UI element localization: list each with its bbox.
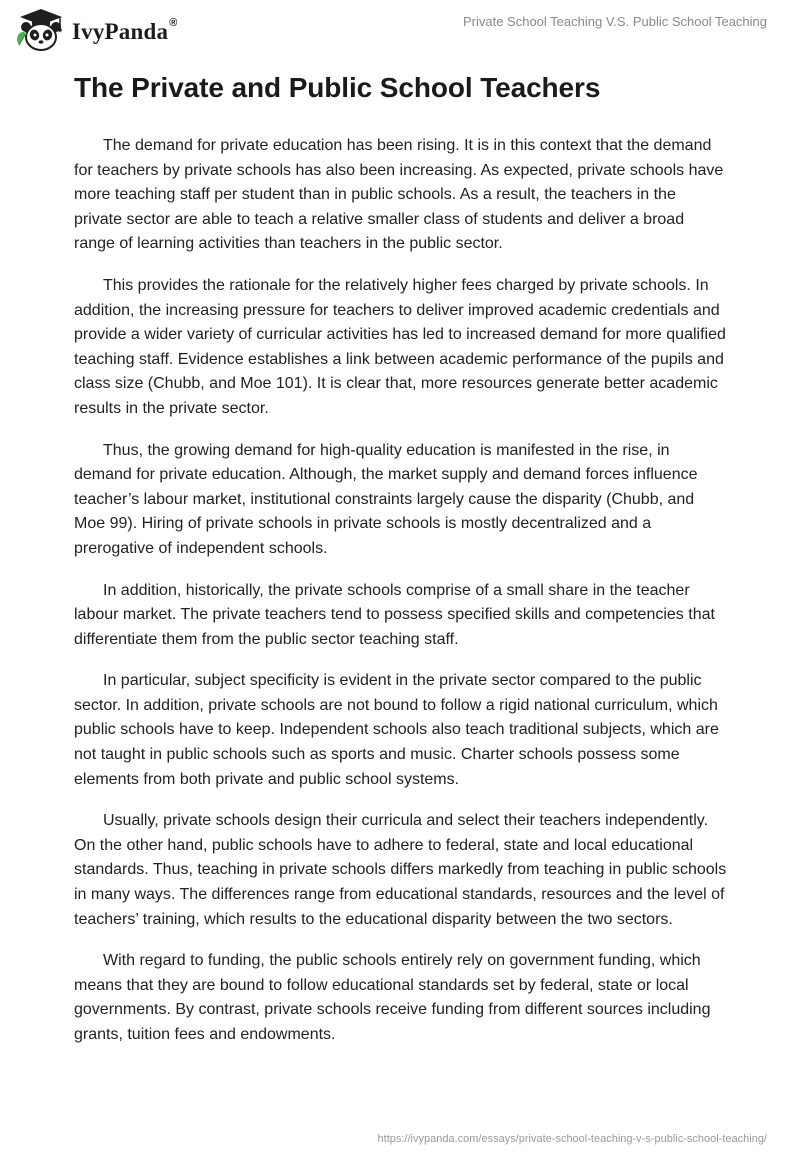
registered-mark: ® (169, 17, 178, 30)
paragraph: The demand for private education has been rising. It is in this context that the demand for teachers by private schools has also been increasing. As expected, private schools have more teaching staff per student than in public schools. As a result, the teachers in the private sector are able to teach a relative smaller class of students and deliver a broad range of learning activities than teachers in the public sector. (74, 137, 724, 253)
paragraph: With regard to funding, the public schools entirely rely on government funding, which means that they are bound to follow educational standards set by federal, state or local governments. By contrast, private schools receive funding from different sources including grants, tuition fees and endowments. (74, 952, 711, 1043)
paragraph: In addition, historically, the private schools comprise of a small share in the teacher labour market. The private teachers tend to possess specified skills and competencies that differentiate them from the public sector teaching staff. (74, 581, 715, 648)
logo-wordmark: IvyPanda® (72, 17, 178, 44)
ivypanda-logo[interactable] (14, 8, 178, 54)
page-title: The Private and Public School Teachers (74, 72, 601, 103)
page-header (0, 0, 800, 60)
paragraph: Usually, private schools design their curricula and select their teachers independently. On the other hand, public schools have to adhere to federal, state and local educational standards. Thus, teaching in private schools differs markedly from teaching in public schools in many ways. The differences range from educational standards, resources and the level of teachers’ training, which results to the educational disparity between the two sectors. (74, 812, 727, 928)
panda-graduate-logo-icon (14, 8, 68, 54)
article-body (74, 134, 728, 1065)
source-url[interactable]: https://ivypanda.com/essays/private-school-teaching-v-s-public-school-teaching/ (377, 1133, 767, 1145)
document-title-header: Private School Teaching V.S. Public School Teaching (462, 14, 767, 29)
paragraph: This provides the rationale for the relatively higher fees charged by private schools. In addition, the increasing pressure for teachers to deliver improved academic credentials and provide a wider variety of curricular activities has led to increased demand for more qualified teaching staff. Evidence establishes a link between academic performance of the pupils and class size (Chubb, and Moe 101). It is clear that, more resources generate better academic results in the private sector. (74, 276, 726, 417)
paragraph: Thus, the growing demand for high-quality education is manifested in the rise, in demand for private education. Although, the market supply and demand forces influence teacher’s labour market, institutional constraints largely cause the disparity (Chubb, and Moe 99). Hiring of private schools in private schools is mostly decentralized and a prerogative of independent schools. (74, 441, 698, 557)
paragraph: In particular, subject specificity is evident in the private sector compared to the public sector. In addition, private schools are not bound to follow a rigid national curriculum, which public schools have to keep. Independent schools also teach traditional subjects, which are not taught in public schools such as sports and music. Charter schools possess some elements from both private and public school systems. (74, 672, 719, 788)
